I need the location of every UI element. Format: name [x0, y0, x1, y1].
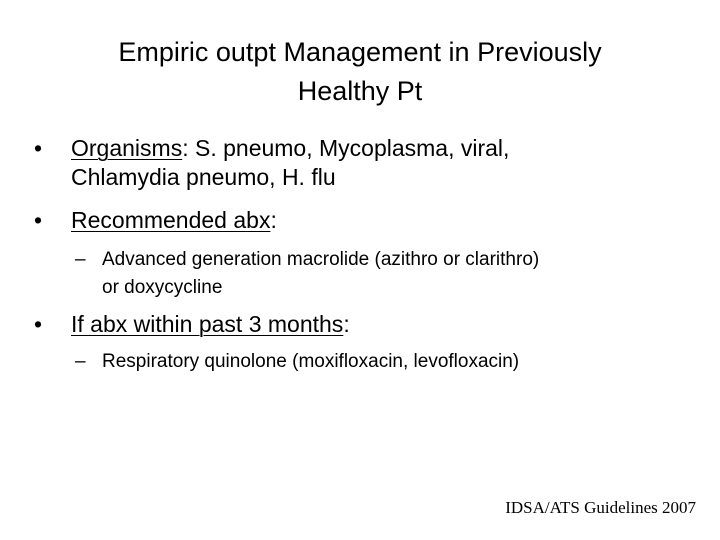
bullet-recommended-abx	[34, 206, 671, 235]
bullet-text-continued: Chlamydia pneumo, H. flu	[71, 164, 336, 190]
sub-bullet-marker: –	[75, 351, 86, 372]
bullet-separator: :	[343, 311, 350, 337]
bullet-marker: •	[34, 135, 43, 161]
sub-bullet-macrolide	[75, 246, 692, 302]
sub-bullet-text: Respiratory quinolone (moxifloxacin, levofloxacin)	[102, 351, 520, 372]
bullet-organisms	[34, 134, 671, 192]
bullet-separator: :	[182, 135, 189, 161]
slide-title	[0, 33, 720, 111]
bullet-heading: Recommended abx	[71, 207, 271, 233]
bullet-marker: •	[34, 207, 43, 233]
footer-citation: IDSA/ATS Guidelines 2007	[505, 498, 696, 517]
bullet-heading: Organisms	[71, 135, 183, 161]
sub-bullet-text-continued: or doxycycline	[102, 277, 223, 298]
bullet-heading: If abx within past 3 months	[71, 311, 344, 337]
sub-bullet-marker: –	[75, 249, 86, 270]
bullet-marker: •	[34, 311, 43, 337]
sub-bullet-text: Advanced generation macrolide (azithro or clarithro)	[102, 249, 540, 270]
bullet-separator: :	[270, 207, 277, 233]
title-line-1: Empiric outpt Management in Previously	[118, 37, 602, 67]
title-line-2: Healthy Pt	[297, 76, 423, 106]
bullet-text: S. pneumo, Mycoplasma, viral,	[188, 135, 510, 161]
bullet-prior-abx	[34, 310, 671, 339]
sub-bullet-quinolone	[75, 348, 692, 376]
